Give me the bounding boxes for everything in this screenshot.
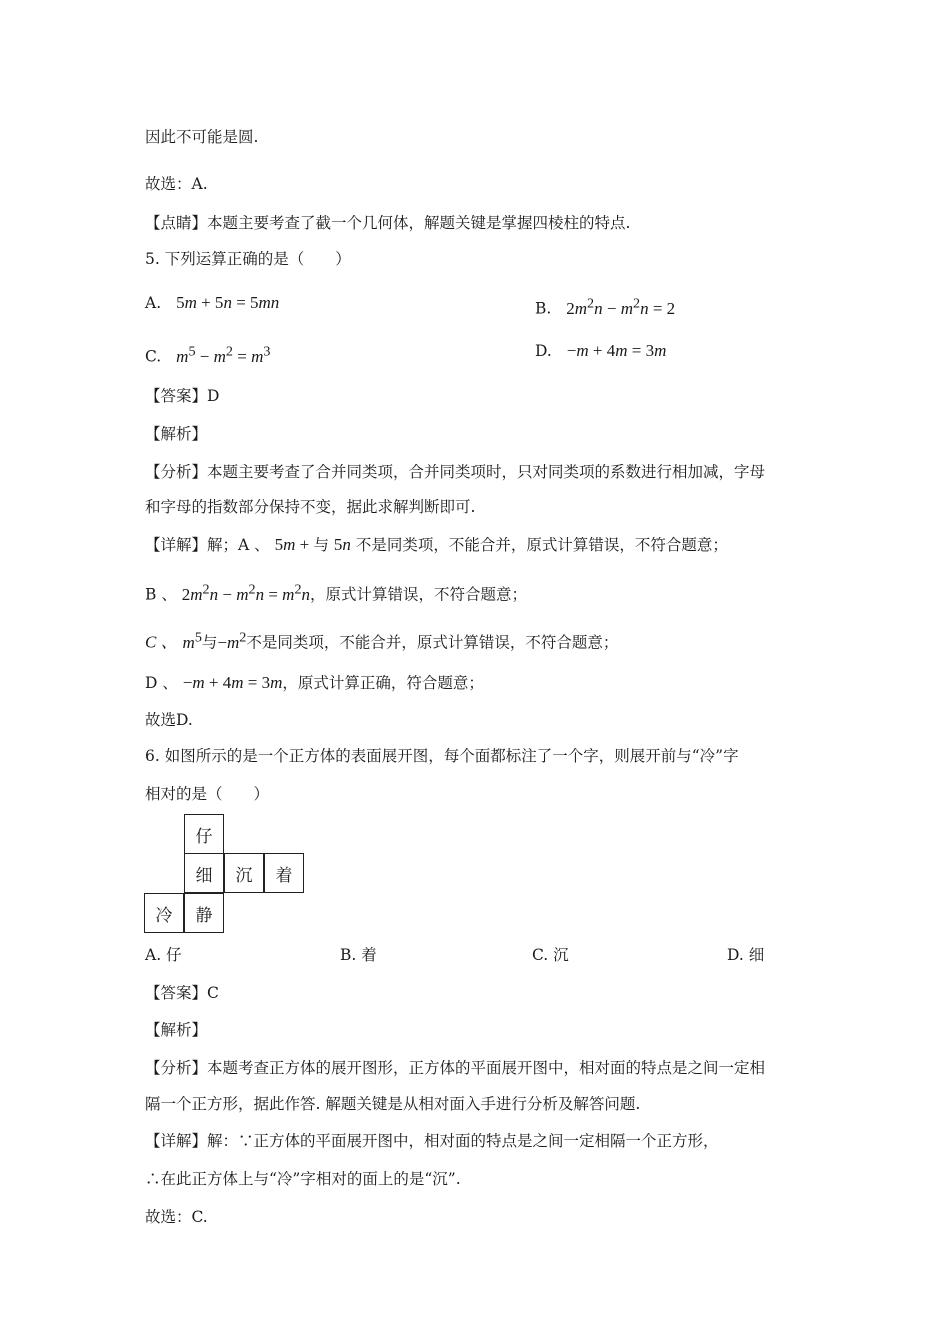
detail-line-a bbox=[145, 535, 728, 555]
text-line: 故选D. bbox=[145, 711, 193, 729]
text-line: 【点睛】本题主要考查了截一个几何体，解题关键是掌握四棱柱的特点. bbox=[145, 214, 631, 232]
net-face: 静 bbox=[184, 893, 224, 933]
option-label: D. bbox=[535, 342, 552, 360]
option-d: D. 细 bbox=[727, 946, 765, 964]
text-line: 故选：A. bbox=[145, 175, 208, 193]
math-expression: $2m^2n - m^2n = 2$ bbox=[566, 295, 676, 318]
option-c: C. 沉 bbox=[532, 946, 569, 964]
net-face: 细 bbox=[184, 853, 224, 893]
math-expression: $2m^2n - m^2n = m^2n$ bbox=[181, 581, 311, 604]
text: D 、 bbox=[145, 674, 178, 692]
math-expression: 5n bbox=[333, 535, 351, 554]
text-line: 【详解】解：∵正方体的平面展开图中，相对面的特点是之间一定相隔一个正方形， bbox=[145, 1132, 719, 1150]
net-face: 仔 bbox=[184, 814, 224, 854]
net-face: 着 bbox=[264, 853, 304, 893]
option-label: B. bbox=[535, 299, 552, 318]
math-expression: $-m^2$ bbox=[217, 629, 247, 652]
text: 不是同类项，不能合并，原式计算错误，不符合题意； bbox=[246, 633, 619, 652]
math-expression: 5m + 5n = 5mn bbox=[176, 293, 280, 312]
option-b: B. 着 bbox=[340, 946, 377, 964]
detail-line-b bbox=[145, 579, 527, 605]
text: 【详解】解；A 、 bbox=[145, 536, 270, 554]
text: B 、 bbox=[145, 585, 177, 604]
detail-line-c bbox=[145, 627, 618, 653]
text-line: 隔一个正方形，据此作答. 解题关键是从相对面入手进行分析及解答问题. bbox=[145, 1095, 641, 1113]
question-5: 5. 下列运算正确的是（ ） bbox=[145, 250, 351, 268]
text: ，原式计算错误，不符合题意； bbox=[310, 585, 528, 604]
option-label: C. bbox=[145, 347, 162, 366]
math-expression: $m^5$ bbox=[182, 629, 202, 652]
option-c bbox=[145, 341, 270, 367]
analysis-heading: 【解析】 bbox=[145, 1021, 208, 1039]
analysis-heading: 【解析】 bbox=[145, 425, 208, 443]
detail-line-d bbox=[145, 673, 484, 693]
text-line: 【分析】本题主要考查了合并同类项，合并同类项时，只对同类项的系数进行相加减，字母 bbox=[145, 463, 766, 481]
text: 不是同类项，不能合并，原式计算错误，不符合题意； bbox=[355, 536, 728, 554]
text: 与 bbox=[201, 633, 218, 652]
text-line: 和字母的指数部分保持不变，据此求解判断即可. bbox=[145, 498, 476, 516]
math-expression: −m + 4m = 3m bbox=[566, 341, 667, 360]
text-line: 相对的是（ ） bbox=[145, 785, 270, 803]
net-face: 冷 bbox=[144, 893, 184, 933]
option-d bbox=[535, 341, 666, 361]
math-expression: −m + 4m = 3m bbox=[182, 673, 283, 692]
option-a bbox=[145, 293, 279, 313]
text-line: ∴在此正方体上与“冷”字相对的面上的是“沉”. bbox=[145, 1170, 461, 1188]
question-6: 6. 如图所示的是一个正方体的表面展开图，每个面都标注了一个字，则展开前与“冷”字 bbox=[145, 747, 739, 765]
option-a: A. 仔 bbox=[145, 946, 182, 964]
text-line: 故选：C. bbox=[145, 1208, 208, 1226]
option-label: A. bbox=[145, 294, 162, 312]
math-expression: 5m + bbox=[274, 535, 314, 554]
answer-line: 【答案】D bbox=[145, 387, 220, 405]
net-face: 沉 bbox=[224, 853, 264, 893]
text: C 、 bbox=[145, 632, 178, 652]
text: 与 bbox=[313, 536, 329, 554]
text: ，原式计算正确，符合题意； bbox=[282, 674, 484, 692]
text-line: 【分析】本题考查正方体的展开图形，正方体的平面展开图中，相对面的特点是之间一定相 bbox=[145, 1059, 766, 1077]
option-b bbox=[535, 293, 675, 319]
text-line: 因此不可能是圆. bbox=[145, 128, 259, 146]
answer-line: 【答案】C bbox=[145, 984, 219, 1002]
math-expression: $m^5 - m^2 = m^3$ bbox=[176, 343, 271, 366]
